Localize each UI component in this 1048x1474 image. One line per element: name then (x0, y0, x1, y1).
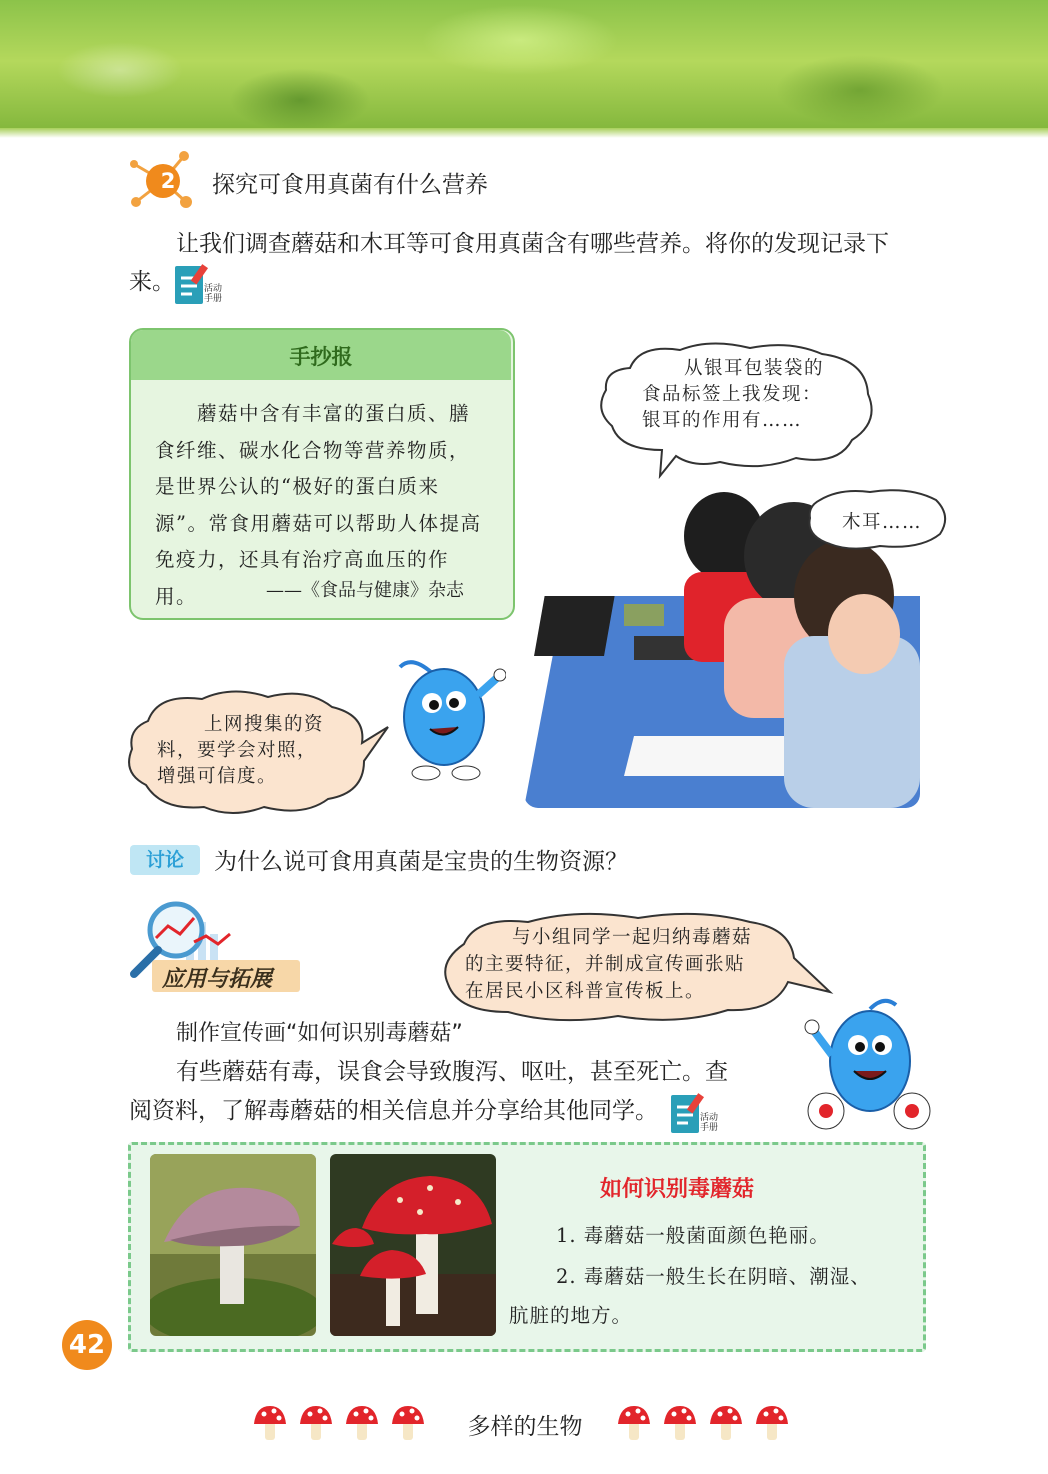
workbook-icon: 活动 手册 (174, 262, 222, 306)
group-line: 在居民小区科普宣传板上。 (465, 981, 706, 1002)
silver-ear-line: 银耳的作用有…… (642, 410, 803, 431)
workbook-icon: 活动 手册 (670, 1091, 718, 1135)
discussion-tag: 讨论 (130, 845, 200, 875)
clipping-source: ——《食品与健康》杂志 (266, 580, 464, 601)
clipping-line: 源”。常食用蘑菇可以帮助人体提高 (155, 511, 482, 535)
group-line: 的主要特征，并制成宣传画张贴 (465, 954, 746, 975)
footer-mushroom-icons-left (252, 1402, 432, 1444)
mascot-waving (800, 995, 934, 1135)
intro-line-2: 来。 (129, 269, 175, 295)
online-line: 料，要学会对照， (157, 740, 318, 761)
poster-item-2: 2. 毒蘑菇一般生长在阴暗、潮湿、 (556, 1265, 871, 1288)
section-title: 探究可食用真菌有什么营养 (212, 172, 488, 198)
unit-title: 多样的生物 (467, 1414, 583, 1440)
clipping-line: 蘑菇中含有丰富的蛋白质、膳 (155, 402, 471, 425)
online-line: 增强可信度。 (157, 766, 278, 787)
group-line: 与小组同学一起归纳毒蘑菇 (512, 927, 753, 948)
apply-line-2: 阅资料，了解毒蘑菇的相关信息并分享给其他同学。 (129, 1098, 658, 1124)
page-number: 42 (62, 1320, 112, 1370)
clipping-line: 免疫力，还具有治疗高血压的作用。 (155, 548, 450, 608)
discussion-question: 为什么说可食用真菌是宝贵的生物资源？ (214, 849, 628, 875)
apply-line-1: 有些蘑菇有毒，误食会导致腹泻、呕吐，甚至死亡。查 (176, 1059, 728, 1085)
poster-item-2-cont: 肮脏的地方。 (509, 1304, 633, 1327)
intro-line-1: 让我们调查蘑菇和木耳等可食用真菌含有哪些营养。将你的发现记录下 (176, 231, 889, 257)
header-banner (0, 0, 1048, 136)
poster-task-title: 制作宣传画“如何识别毒蘑菇” (176, 1021, 463, 1046)
silver-ear-line: 从银耳包装袋的 (684, 358, 825, 379)
apply-title: 应用与拓展 (162, 967, 273, 992)
clipping-line: 食纤维、碳水化合物等营养物质， (155, 438, 471, 462)
red-mushroom-photo (330, 1154, 496, 1336)
wood-ear-text: 木耳…… (842, 512, 923, 533)
section-number: 2 (160, 169, 176, 193)
banner-fade (0, 128, 1048, 138)
footer-mushroom-icons-right (616, 1402, 796, 1444)
clipping-title: 手抄报 (289, 345, 353, 369)
poster-item-1: 1. 毒蘑菇一般菌面颜色艳丽。 (556, 1224, 830, 1247)
clipping-line: 是世界公认的“极好的蛋白质来 (155, 475, 440, 498)
mascot-pointing (382, 655, 506, 785)
silver-ear-line: 食品标签上我发现： (642, 384, 823, 405)
online-line: 上网搜集的资 (204, 714, 325, 735)
purple-mushroom-photo (150, 1154, 316, 1336)
poster-title: 如何识别毒蘑菇 (600, 1177, 755, 1202)
